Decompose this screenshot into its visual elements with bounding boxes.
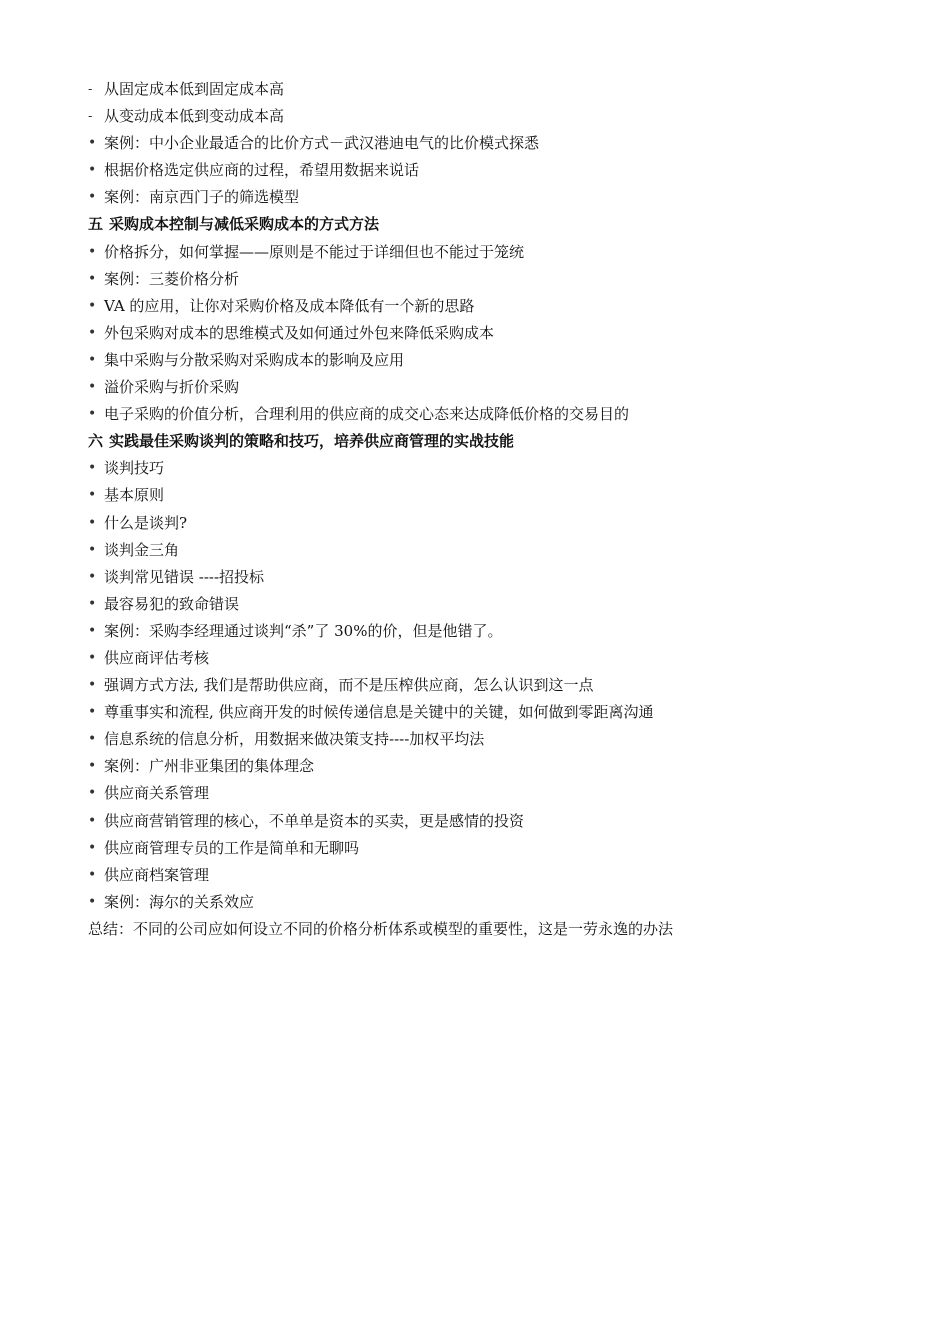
- list-item-text: 基本原则: [104, 486, 165, 505]
- bullet-marker: •: [88, 677, 97, 694]
- section-number: 六: [88, 432, 104, 451]
- bullet-list-item: [88, 239, 888, 266]
- bullet-list-item: [88, 130, 888, 157]
- bullet-marker: •: [88, 568, 97, 585]
- dash-marker: -: [88, 109, 93, 125]
- bullet-marker: •: [88, 135, 97, 152]
- list-item-text: 案例：采购李经理通过谈判“杀”了 30%的价，但是他错了。: [104, 621, 503, 640]
- list-item-text: 案例：广州非亚集团的集体理念: [104, 757, 315, 776]
- bullet-marker: •: [88, 297, 97, 314]
- bullet-marker: •: [88, 379, 97, 396]
- list-item-text: 强调方式方法, 我们是帮助供应商，而不是压榨供应商，怎么认识到这一点: [104, 676, 594, 695]
- list-item-text: 什么是谈判?: [104, 513, 188, 532]
- list-item-text: 案例：三菱价格分析: [104, 269, 240, 288]
- bullet-list-item: [88, 320, 888, 347]
- bullet-list-item: [88, 455, 888, 482]
- bullet-marker: •: [88, 243, 97, 260]
- bullet-list-item: [88, 808, 888, 835]
- bullet-marker: •: [88, 812, 97, 829]
- section-title: 实践最佳采购谈判的策略和技巧，培养供应商管理的实战技能: [109, 432, 515, 451]
- bullet-list-item: [88, 510, 888, 537]
- list-item-text: 从变动成本低到变动成本高: [104, 107, 285, 126]
- list-item-text: 信息系统的信息分析，用数据来做决策支持----加权平均法: [104, 730, 485, 749]
- bullet-list-item: [88, 157, 888, 184]
- list-item-text: 集中采购与分散采购对采购成本的影响及应用: [104, 350, 405, 369]
- list-item-text: 案例：南京西门子的筛选模型: [104, 188, 300, 207]
- bullet-list-item: [88, 591, 888, 618]
- list-item-text: 案例：中小企业最适合的比价方式－武汉港迪电气的比价模式探悉: [104, 134, 540, 153]
- list-item-text: 供应商营销管理的核心，不单单是资本的买卖，更是感情的投资: [104, 811, 525, 830]
- bullet-marker: •: [88, 406, 97, 423]
- bullet-list-item: [88, 862, 888, 889]
- bullet-marker: •: [88, 460, 97, 477]
- document-body: [88, 76, 888, 943]
- bullet-marker: •: [88, 351, 97, 368]
- bullet-marker: •: [88, 189, 97, 206]
- list-item-text: 谈判金三角: [104, 540, 180, 559]
- bullet-marker: •: [88, 270, 97, 287]
- bullet-marker: •: [88, 704, 97, 721]
- list-item-text: 最容易犯的致命错误: [104, 594, 240, 613]
- dash-list-item: [88, 76, 888, 103]
- bullet-list-item: [88, 184, 888, 211]
- section-title: 采购成本控制与减低采购成本的方式方法: [109, 215, 380, 234]
- list-item-text: 价格拆分，如何掌握——原则是不能过于详细但也不能过于笼统: [104, 242, 525, 261]
- bullet-list-item: [88, 753, 888, 780]
- bullet-list-item: [88, 618, 888, 645]
- list-item-text: 根据价格选定供应商的过程，希望用数据来说话: [104, 161, 420, 180]
- bullet-list-item: [88, 672, 888, 699]
- list-item-text: 从固定成本低到固定成本高: [104, 80, 285, 98]
- list-item-text: 供应商档案管理: [104, 865, 210, 884]
- list-item-text: 溢价采购与折价采购: [104, 378, 240, 397]
- section-heading: [88, 428, 888, 455]
- section-heading: [88, 211, 888, 238]
- bullet-marker: •: [88, 622, 97, 639]
- list-item-text: VA 的应用，让你对采购价格及成本降低有一个新的思路: [104, 296, 475, 315]
- bullet-list-item: [88, 889, 888, 916]
- bullet-list-item: [88, 699, 888, 726]
- bullet-list-item: [88, 266, 888, 293]
- bullet-marker: •: [88, 514, 97, 531]
- bullet-list-item: [88, 537, 888, 564]
- list-item-text: 外包采购对成本的思维模式及如何通过外包来降低采购成本: [104, 323, 495, 342]
- dash-marker: -: [88, 82, 93, 97]
- section-number: 五: [88, 215, 104, 234]
- summary-text: 总结：不同的公司应如何设立不同的价格分析体系或模型的重要性，这是一劳永逸的办法: [88, 919, 674, 938]
- bullet-marker: •: [88, 866, 97, 883]
- bullet-list-item: [88, 347, 888, 374]
- bullet-marker: •: [88, 649, 97, 666]
- list-item-text: 谈判常见错误 ----招投标: [104, 567, 265, 586]
- bullet-marker: •: [88, 839, 97, 856]
- bullet-list-item: [88, 835, 888, 862]
- bullet-marker: •: [88, 541, 97, 558]
- bullet-list-item: [88, 482, 888, 509]
- bullet-marker: •: [88, 785, 97, 802]
- bullet-marker: •: [88, 893, 97, 910]
- list-item-text: 供应商关系管理: [104, 784, 210, 803]
- list-item-text: 案例：海尔的关系效应: [104, 892, 255, 911]
- bullet-list-item: [88, 374, 888, 401]
- bullet-marker: •: [88, 758, 97, 775]
- bullet-list-item: [88, 645, 888, 672]
- list-item-text: 供应商评估考核: [104, 648, 210, 667]
- bullet-marker: •: [88, 731, 97, 748]
- list-item-text: 尊重事实和流程, 供应商开发的时候传递信息是关键中的关键，如何做到零距离沟通: [104, 703, 654, 722]
- list-item-text: 电子采购的价值分析，合理利用的供应商的成交心态来达成降低价格的交易目的: [104, 405, 630, 424]
- bullet-marker: •: [88, 324, 97, 341]
- bullet-list-item: [88, 780, 888, 807]
- bullet-marker: •: [88, 487, 97, 504]
- list-item-text: 谈判技巧: [104, 459, 165, 478]
- bullet-marker: •: [88, 595, 97, 612]
- list-item-text: 供应商管理专员的工作是简单和无聊吗: [104, 838, 360, 857]
- bullet-list-item: [88, 564, 888, 591]
- bullet-list-item: [88, 726, 888, 753]
- bullet-list-item: [88, 401, 888, 428]
- bullet-marker: •: [88, 162, 97, 179]
- dash-list-item: [88, 103, 888, 130]
- bullet-list-item: [88, 293, 888, 320]
